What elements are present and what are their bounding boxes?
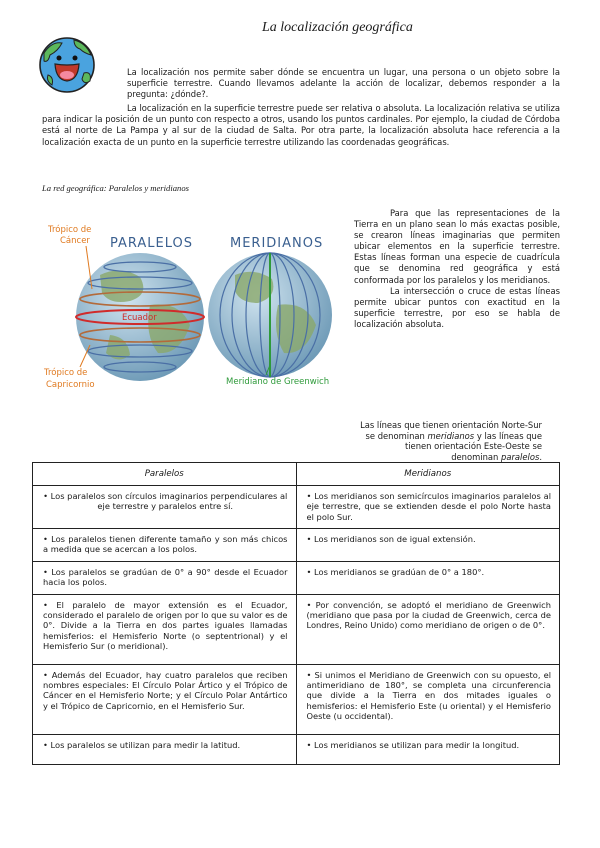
section-subtitle: La red geográfica: Paralelos y meridianos [42,183,189,193]
tropico-capricornio-label-2: Capricornio [46,380,95,390]
table-cell-paralelos: • Los paralelos tienen diferente tamaño y son más chicos a medida que se acercan a los polos. [33,528,297,561]
header-meridianos: Meridianos [296,463,560,486]
note-part-b: y las líneas que tienen orientación Este-Oeste se denominan [404,430,542,462]
note-meridianos: meridianos [427,430,475,441]
note-end: . [539,451,542,462]
intro-paragraph-2: La localización en la superficie terrestre puede ser relativa o absoluta. La localización relativa se utiliza para indicar la posición de un punto con respecto a otros, usando los puntos cardinales. Por ejemplo, la ciudad de Córdoba está al norte de La Pampa y al sur de la ciudad de Salta. Por otra parte, la localización absoluta hace referencia a la localización exacta de un punto en la superficie terrestre utilizando las coordenadas geográficas. [42,103,560,147]
table-cell-meridianos: • Los meridianos son semicírculos imaginarios paralelos al eje terrestre, que se extienden desde el polo Norte hasta el polo Sur. [296,486,560,529]
ecuador-label: Ecuador [122,313,157,323]
table-cell-meridianos: • Los meridianos se gradúan de 0° a 180°. [296,561,560,594]
tropico-capricornio-label-1: Trópico de [44,368,88,378]
tropico-cancer-label-2: Cáncer [60,236,90,246]
table-row [33,528,560,561]
meridianos-globe [208,253,332,377]
table-cell-paralelos: • Los paralelos son círculos imaginarios perpendiculares al eje terrestre y paralelos entre sí. [33,486,297,529]
table-header-row [33,463,560,486]
earth-mascot-icon [38,33,96,97]
orientation-note [360,420,542,462]
page-title: La localización geográfica [262,20,413,35]
table-cell-paralelos: • El paralelo de mayor extensión es el Ecuador, considerado el paralelo de origen por lo que su valor es de 0°. Divide a la Tierra en dos partes iguales llamadas hemisferios: el Hemisferio Norte (o septentrional) y el Hemisferio Sur (o meridional). [33,594,297,664]
meridianos-label: MERIDIANOS [230,236,324,251]
table-cell-paralelos: • Los paralelos se gradúan de 0° a 90° desde el Ecuador hacia los polos. [33,561,297,594]
table-row [33,664,560,734]
paralelos-label: PARALELOS [110,236,194,251]
side-paragraph-1: Para que las representaciones de la Tierra en un plano sean lo más exactas posible, se crearon líneas imaginarias que permiten ubicar elementos en la superficie terrestre. Estas líneas forman una especie de cuadrícula que se denomina red geográfica y está conformada por los paralelos y los meridianos. [354,208,560,285]
side-text [354,208,560,330]
globes-figure [40,205,350,403]
side-paragraph-2: La intersección o cruce de estas líneas permite ubicar puntos con exactitud en la superficie terrestre, por eso se habla de localización absoluta. [354,285,560,329]
header-paralelos: Paralelos [33,463,297,486]
tropico-cancer-label-1: Trópico de [48,225,92,235]
greenwich-label: Meridiano de Greenwich [226,377,330,387]
table-cell-meridianos: • Si unimos el Meridiano de Greenwich con su opuesto, el antimeridiano de 180°, se completa una circunferencia que divide a la Tierra en dos mitades iguales o hemisferios: el Hemisferio Este (u oriental) y el Hemisferio Oeste (u occidental). [296,664,560,734]
intro-paragraph-1: La localización nos permite saber dónde se encuentra un lugar, una persona o un objeto sobre la superficie terrestre. Cuando llevamos adelante la acción de localizar, debemos responder a la pregunta: ¿dónde?. [127,67,560,100]
table-cell-meridianos: • Los meridianos se utilizan para medir la longitud. [296,734,560,764]
table-cell-paralelos: • Los paralelos se utilizan para medir la latitud. [33,734,297,764]
note-part-a: Las líneas que tienen orientación Norte-Sur se denominan [360,420,542,441]
comparison-table [32,462,560,765]
table-row [33,734,560,764]
table-cell-paralelos: • Además del Ecuador, hay cuatro paralelos que reciben nombres especiales: El Círculo Polar Ártico y el Trópico de Cáncer en el Hemisferio Norte; y el Círculo Polar Antártico y el Trópico de Capricornio, en el Hemisferio Sur. [33,664,297,734]
table-row [33,486,560,529]
table-row [33,594,560,664]
table-row [33,561,560,594]
table-cell-meridianos: • Por convención, se adoptó el meridiano de Greenwich (meridiano que pasa por la ciudad de Greenwich, cerca de Londres, Reino Unido) como meridiano de origen o de 0°. [296,594,560,664]
table-cell-meridianos: • Los meridianos son de igual extensión. [296,528,560,561]
note-paralelos: paralelos [501,451,540,462]
